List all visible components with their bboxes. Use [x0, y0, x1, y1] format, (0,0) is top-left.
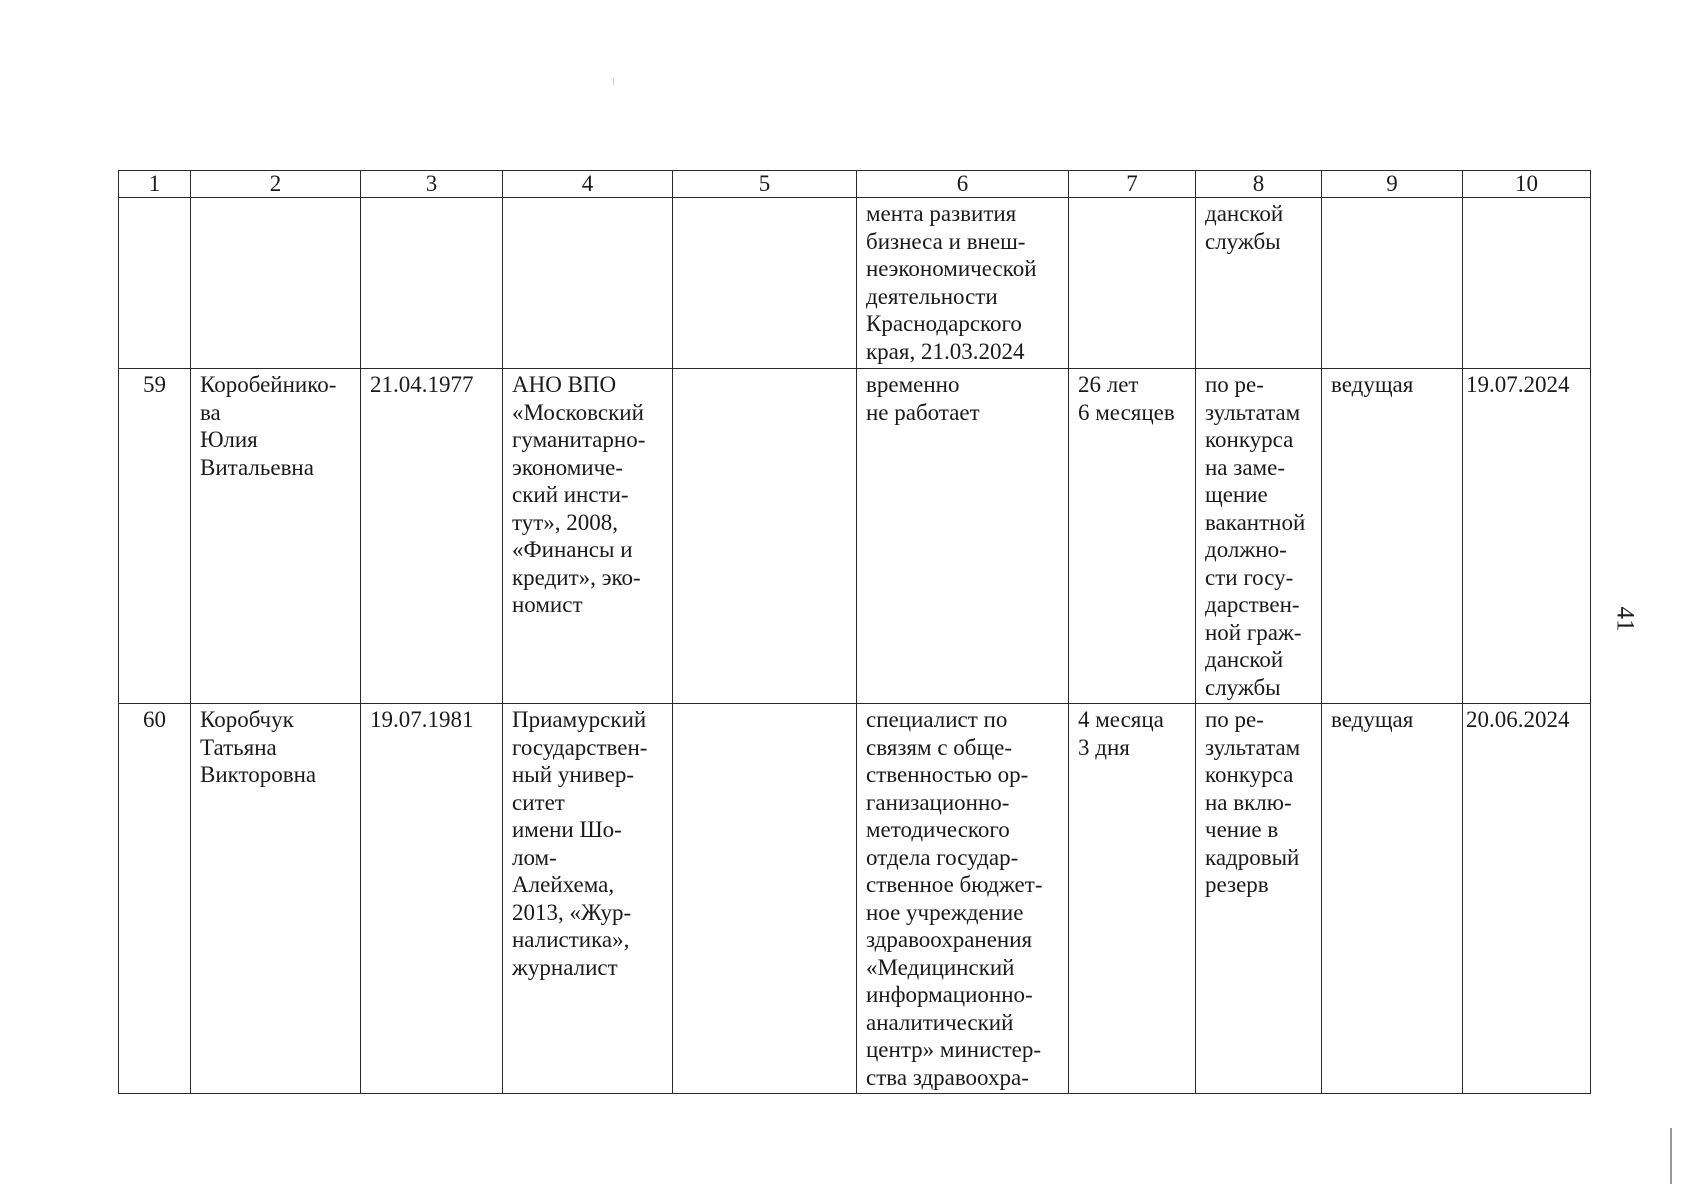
- birth-date-cell: 19.07.1981: [361, 704, 503, 1094]
- column-header: 2: [191, 171, 361, 198]
- education-cell: АНО ВПО «Московский гуманитарно- экономиче- ский инсти- тут», 2008, «Финансы и кредит», эко- номист: [503, 369, 673, 704]
- inclusion-date-cell: [1463, 198, 1591, 369]
- scan-artifact: [613, 78, 614, 85]
- workplace-cell: временно не работает: [857, 369, 1069, 704]
- header-row: [119, 171, 1591, 198]
- column-header: 9: [1322, 171, 1463, 198]
- experience-cell: 4 месяца 3 дня: [1069, 704, 1196, 1094]
- scan-edge-mark: [1670, 1128, 1672, 1184]
- position-group-cell: [1322, 198, 1463, 369]
- experience-cell: [1069, 198, 1196, 369]
- column-5-cell: [673, 704, 857, 1094]
- column-header: 3: [361, 171, 503, 198]
- table-row: [119, 369, 1591, 704]
- page-number: 41: [1611, 606, 1639, 632]
- basis-cell: данской службы: [1196, 198, 1322, 369]
- education-cell: Приамурский государствен- ный универ- ситет имени Шо- лом- Алейхема, 2013, «Жур- налистика», журналист: [503, 704, 673, 1094]
- column-header: 5: [673, 171, 857, 198]
- inclusion-date-cell: 19.07.2024: [1463, 369, 1591, 704]
- column-5-cell: [673, 198, 857, 369]
- full-name-cell: Коробчук Татьяна Викторовна: [191, 704, 361, 1094]
- row-number-cell: 59: [119, 369, 191, 704]
- experience-cell: 26 лет 6 месяцев: [1069, 369, 1196, 704]
- workplace-cell: мента развития бизнеса и внеш- неэкономической деятельности Краснодарского края, 21.03.2024: [857, 198, 1069, 369]
- row-number-cell: 60: [119, 704, 191, 1094]
- birth-date-cell: 21.04.1977: [361, 369, 503, 704]
- column-5-cell: [673, 369, 857, 704]
- workplace-cell: специалист по связям с обще- ственностью ор- ганизационно- методического отдела государ- ственное бюджет- ное учреждение здравоохранения «Медицинский информационно- аналитический центр» министер- ства здравоохра-: [857, 704, 1069, 1094]
- inclusion-date-cell: 20.06.2024: [1463, 704, 1591, 1094]
- table-header: [119, 171, 1591, 198]
- row-number-cell: [119, 198, 191, 369]
- basis-cell: по ре- зультатам конкурса на заме- щение вакантной должно- сти госу- дарствен- ной граж- данской службы: [1196, 369, 1322, 704]
- column-header: 7: [1069, 171, 1196, 198]
- birth-date-cell: [361, 198, 503, 369]
- column-header: 4: [503, 171, 673, 198]
- position-group-cell: ведущая: [1322, 369, 1463, 704]
- full-name-cell: [191, 198, 361, 369]
- registry-table: [118, 170, 1591, 1094]
- column-header: 8: [1196, 171, 1322, 198]
- table-row: [119, 704, 1591, 1094]
- basis-cell: по ре- зультатам конкурса на вклю- чение в кадровый резерв: [1196, 704, 1322, 1094]
- position-group-cell: ведущая: [1322, 704, 1463, 1094]
- column-header: 6: [857, 171, 1069, 198]
- education-cell: [503, 198, 673, 369]
- column-header: 1: [119, 171, 191, 198]
- column-header: 10: [1463, 171, 1591, 198]
- table-row-continuation: [119, 198, 1591, 369]
- full-name-cell: Коробейнико- ва Юлия Витальевна: [191, 369, 361, 704]
